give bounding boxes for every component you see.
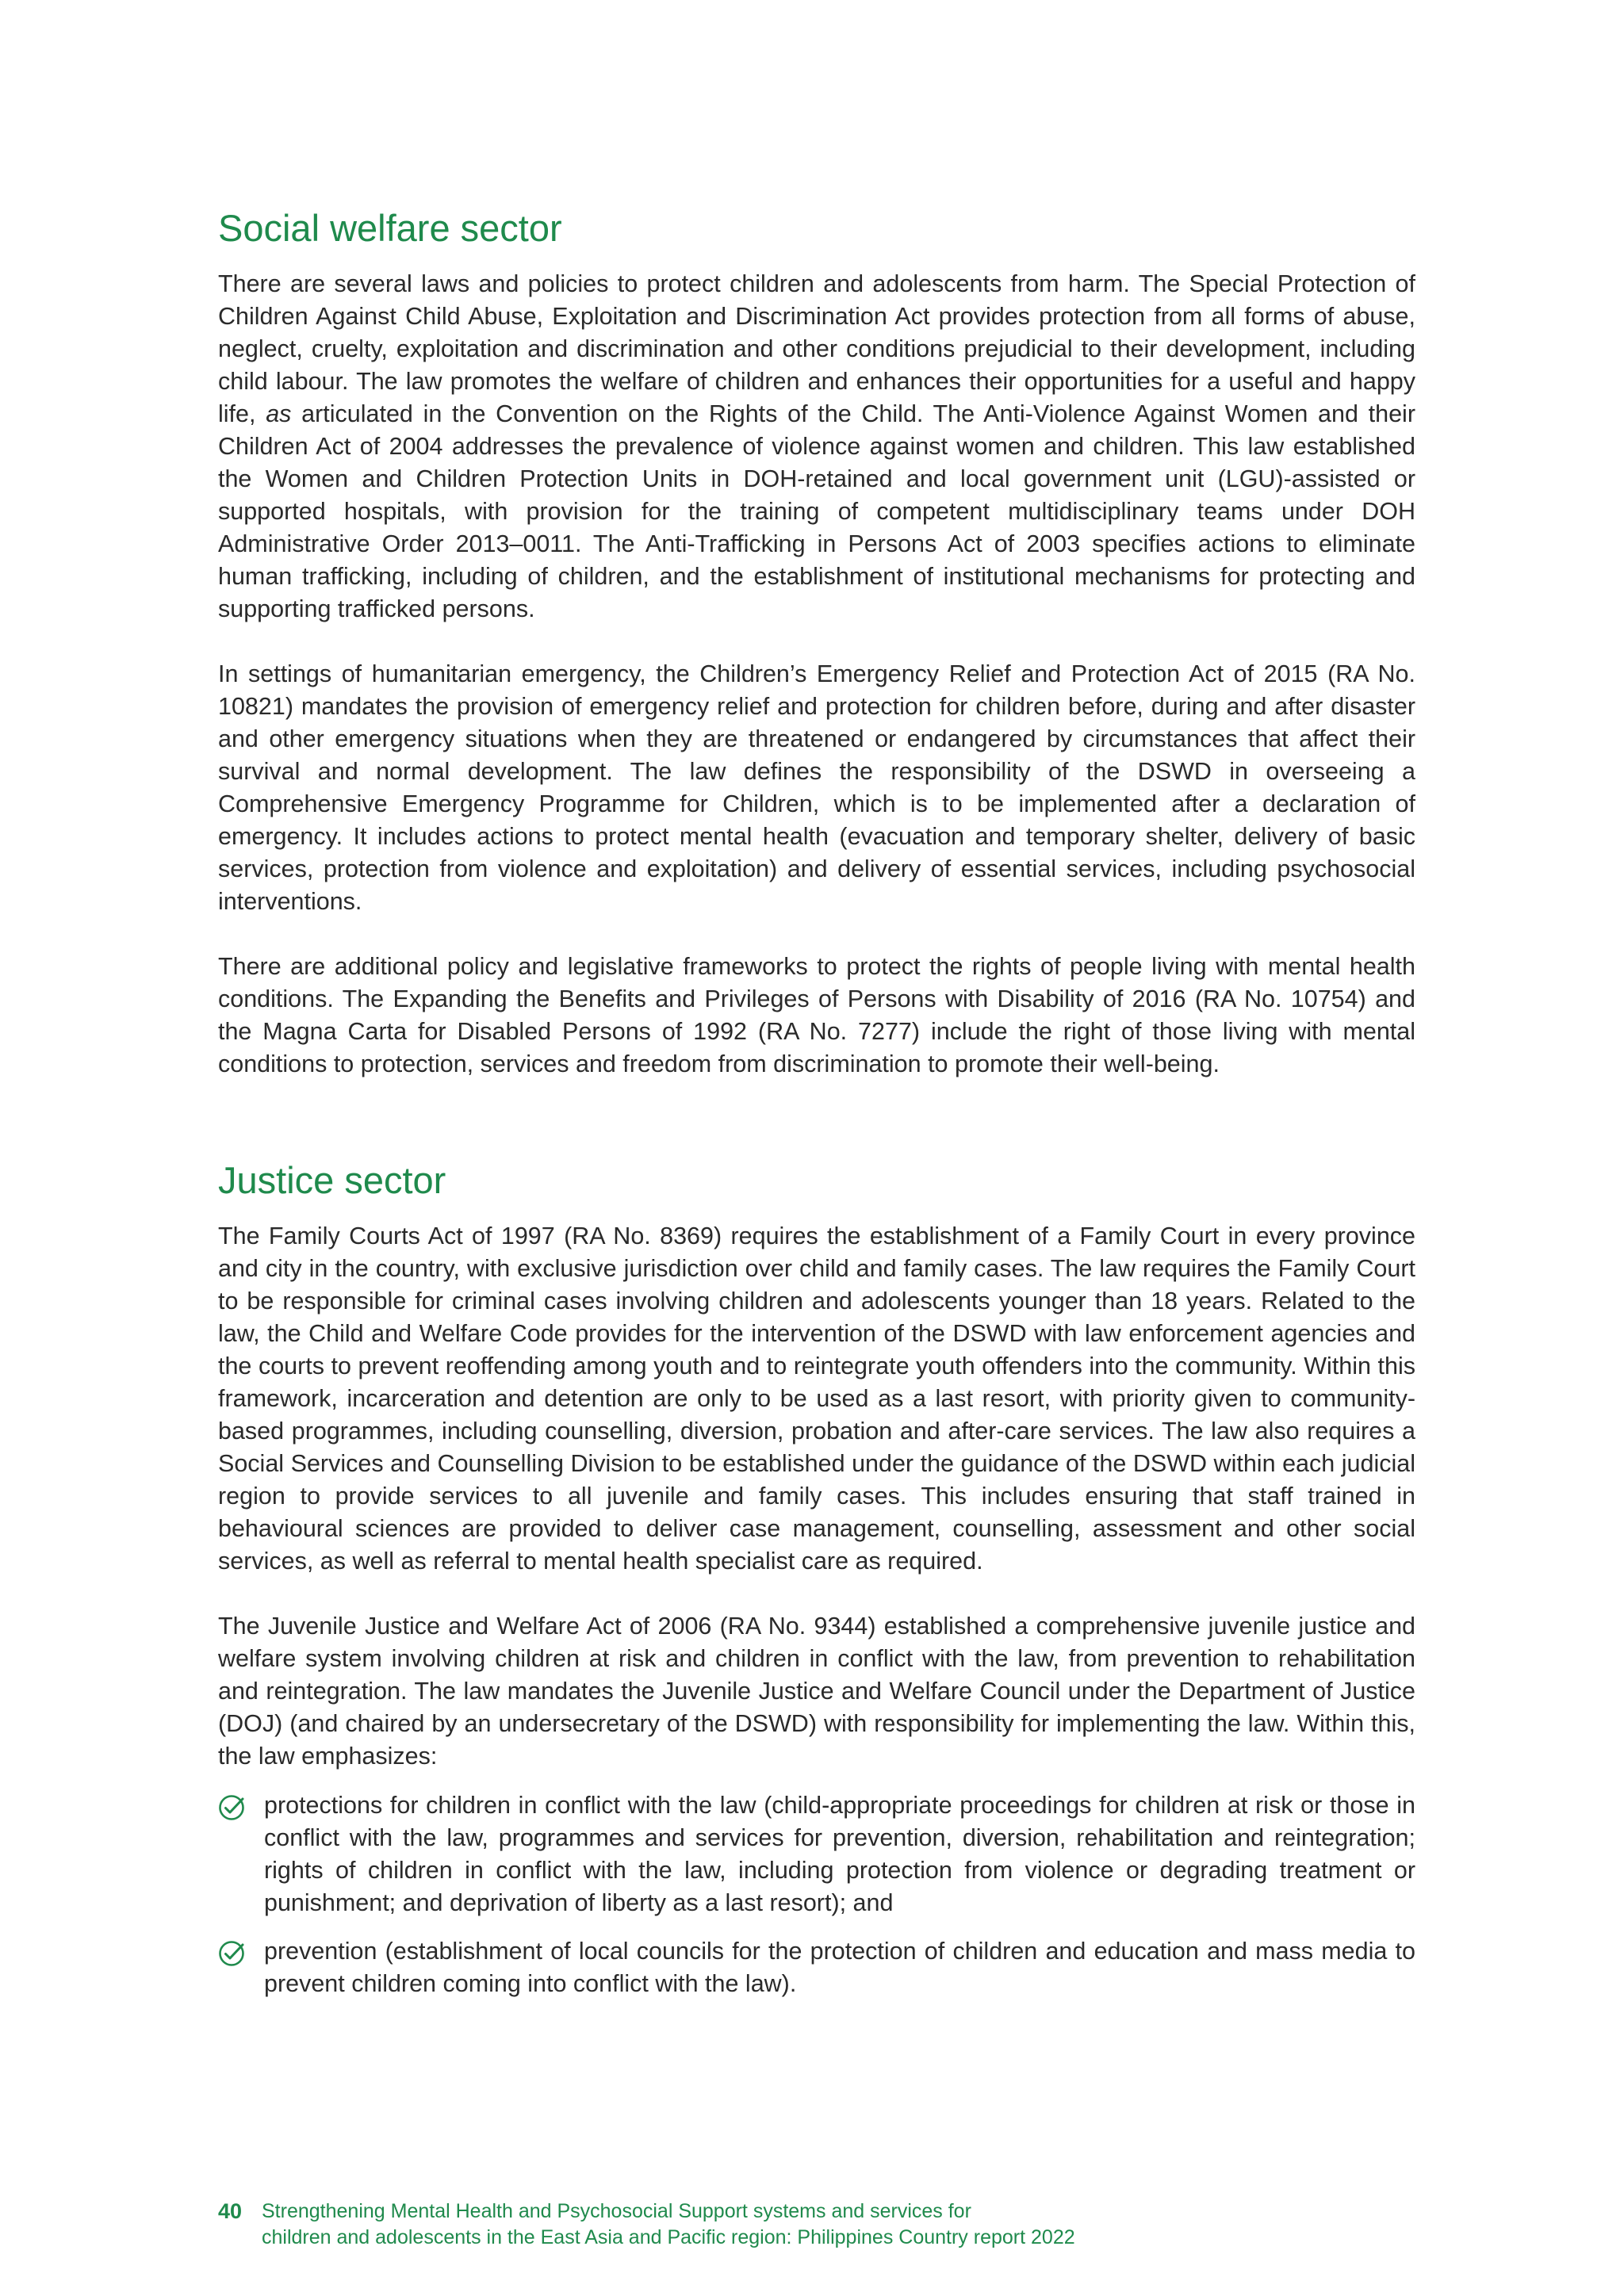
paragraph-social-welfare-1-start: There are several laws and policies to protect children and adolescents from harm. The Special Protection of Children Against Child Abuse, Exploitation and Discrimination Act provides protection from all forms of abuse, neglect, cruelty, exploitation and discrimination and other conditions prejudicial to their development, including child labour. The law promotes the welfare of children and enhances their opportunities for a useful and happy life,	[218, 270, 1415, 427]
paragraph-social-welfare-2: In settings of humanitarian emergency, the Children’s Emergency Relief and Protection Act of 2015 (RA No. 10821) mandates the provision of emergency relief and protection for children before, during and after disaster and other emergency situations when they are threatened or endangered by circumstances that affect their survival and normal development. The law defines the responsibility of the DSWD in overseeing a Comprehensive Emergency Programme for Children, which is to be implemented after a declaration of emergency. It includes actions to protect mental health (evacuation and temporary shelter, delivery of basic services, protection from violence and exploitation) and delivery of essential services, including psychosocial interventions.	[218, 660, 1415, 915]
list-item-text: prevention (establishment of local councils for the protection of children and education and mass media to prevent children coming into conflict with the law).	[264, 1938, 1415, 1997]
footer-title-line-1: Strengthening Mental Health and Psychosocial Support systems and services for	[262, 2200, 971, 2222]
check-circle-icon	[218, 1794, 245, 1821]
list-item	[218, 1789, 1415, 1919]
section-heading-justice: Justice sector	[218, 1159, 446, 1201]
list-item-text: protections for children in conflict with the law (child-appropriate proceedings for children at risk or those in conflict with the law, programmes and services for prevention, diversion, rehabilitation and reintegration; rights of children in conflict with the law, including protection from violence or degrading treatment or punishment; and deprivation of liberty as a last resort); and	[264, 1792, 1415, 1916]
footer-title-line-2: children and adolescents in the East Asia and Pacific region: Philippines Country report 2022	[262, 2226, 1075, 2248]
list-item	[218, 1935, 1415, 2000]
page-content	[218, 205, 1415, 2016]
page-footer	[218, 2198, 1075, 2251]
paragraph-justice-1: The Family Courts Act of 1997 (RA No. 8369) requires the establishment of a Family Court in every province and city in the country, with exclusive jurisdiction over child and family cases. The law requires the Family Court to be responsible for criminal cases involving children and adolescents younger than 18 years. Related to the law, the Child and Welfare Code provides for the intervention of the DSWD with law enforcement agencies and the courts to prevent reoffending among youth and to reintegrate youth offenders into the community. Within this framework, incarceration and detention are only to be used as a last resort, with priority given to community-based programmes, including counselling, diversion, probation and after-care services. The law also requires a Social Services and Counselling Division to be established under the guidance of the DSWD within each judicial region to provide services to all juvenile and family cases. This includes ensuring that staff trained in behavioural sciences are provided to deliver case management, counselling, assessment and other social services, as well as referral to mental health specialist care as required.	[218, 1223, 1415, 1575]
section-heading-social-welfare: Social welfare sector	[218, 207, 562, 249]
emphasis-list	[218, 1789, 1415, 2000]
paragraph-social-welfare-1-italic: as	[266, 400, 292, 427]
paragraph-social-welfare-1-rest: articulated in the Convention on the Rights of the Child. The Anti-Violence Against Women and their Children Act of 2004 addresses the prevalence of violence against women and children. This law established the Women and Children Protection Units in DOH-retained and local government unit (LGU)-assisted or supported hospitals, with provision for the training of competent multidisciplinary teams under DOH Administrative Order 2013–0011. The Anti-Trafficking in Persons Act of 2003 specifies actions to eliminate human trafficking, including of children, and the establishment of institutional mechanisms for protecting and supporting trafficked persons.	[218, 400, 1415, 622]
page-number: 40	[218, 2199, 243, 2223]
paragraph-social-welfare-1	[218, 268, 1415, 626]
paragraph-justice-2: The Juvenile Justice and Welfare Act of 2006 (RA No. 9344) established a comprehensive juvenile justice and welfare system involving children at risk and children in conflict with the law, from prevention to rehabilitation and reintegration. The law mandates the Juvenile Justice and Welfare Council under the Department of Justice (DOJ) (and chaired by an undersecretary of the DSWD) with responsibility for implementing the law. Within this, the law emphasizes:	[218, 1613, 1415, 1770]
section-spacer	[218, 1113, 1415, 1157]
paragraph-social-welfare-3: There are additional policy and legislative frameworks to protect the rights of people living with mental health conditions. The Expanding the Benefits and Privileges of Persons with Disability of 2016 (RA No. 10754) and the Magna Carta for Disabled Persons of 1992 (RA No. 7277) include the right of those living with mental conditions to protection, services and freedom from discrimination to promote their well-being.	[218, 953, 1415, 1077]
check-circle-icon	[218, 1940, 245, 1967]
footer-title	[262, 2198, 1075, 2251]
